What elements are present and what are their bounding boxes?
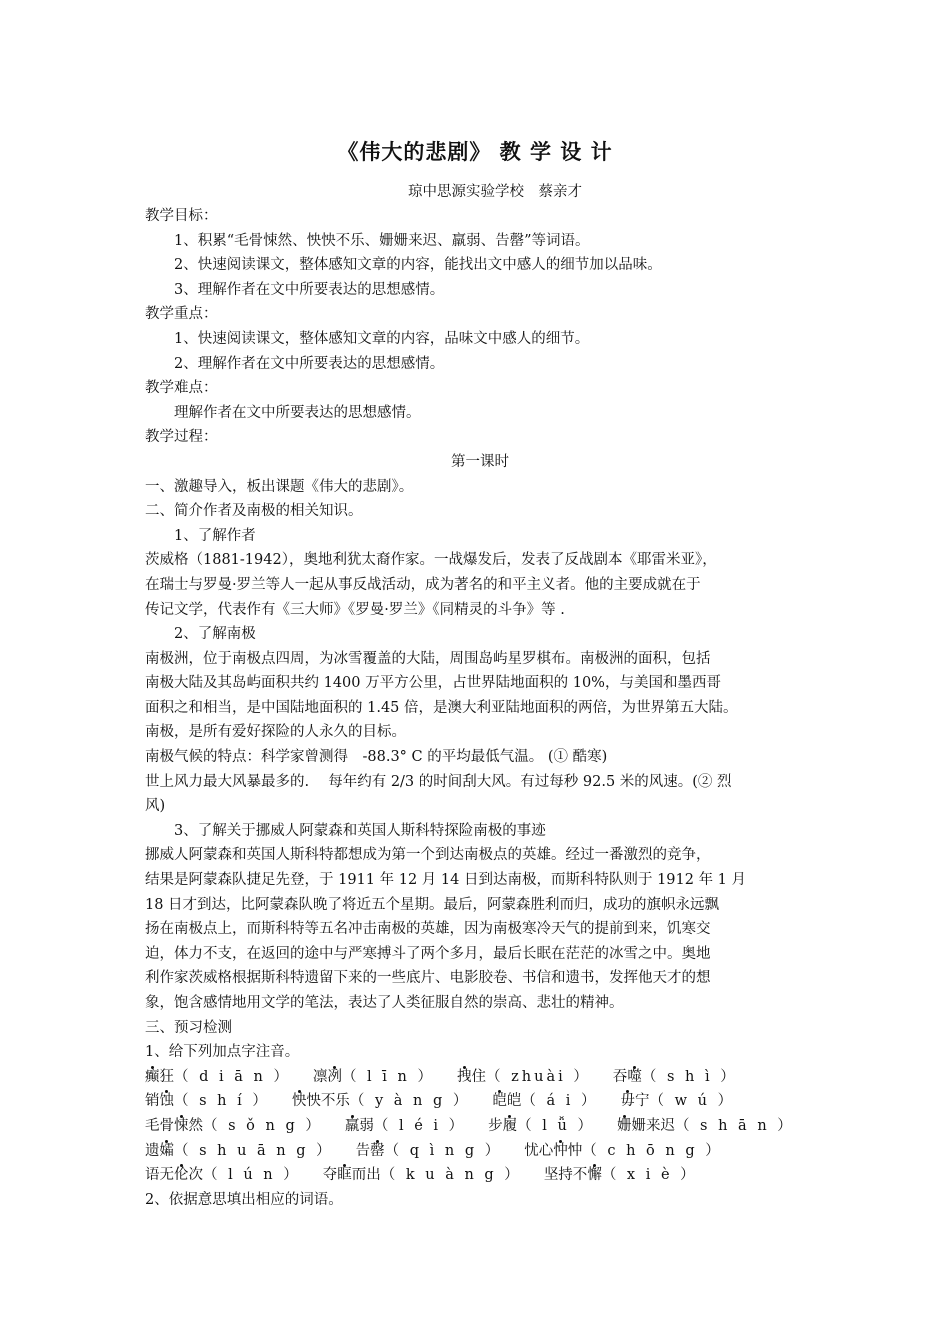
pinyin-item [323, 1167, 522, 1183]
pinyin-item [145, 1069, 291, 1085]
word-part: 销 [145, 1093, 160, 1110]
pinyin-answer: （ l ī n ） [341, 1068, 436, 1085]
document-title: 《伟大的悲剧》 教 学 设 计 [337, 140, 613, 164]
difficulty-heading: 教学难点： [145, 380, 218, 397]
sub-heading: 2、了解南极 [174, 626, 256, 643]
paragraph-line: 象，饱含感情地用文学的笔法，表达了人类征服自然的崇高、悲壮的精神。 [145, 995, 624, 1011]
pinyin-answer: （ s h ā n ） [674, 1117, 795, 1134]
word-part: 吞 [612, 1068, 628, 1085]
word-part: 姗来迟 [631, 1117, 675, 1134]
word-part: 忧心 [524, 1142, 554, 1159]
pinyin-answer: （ zhuài ） [486, 1068, 591, 1085]
pinyin-row [145, 1163, 815, 1188]
paragraph-line: 风) [145, 798, 166, 815]
pinyin-answer: （ c h ō n g ） [582, 1142, 723, 1159]
pinyin-answer: （ q ì n g ） [384, 1142, 503, 1159]
word-part: 狂 [159, 1068, 174, 1085]
dotted-character: 履 [502, 1117, 518, 1134]
paragraph-line: 扬在南极点上，而斯科特等五名冲击南极的英雄，因为南极寒冷天气的提前到来，饥寒交 [145, 921, 711, 938]
dotted-character: 毋 [620, 1093, 635, 1110]
pinyin-item [617, 1118, 795, 1134]
pinyin-answer: （ s h ì ） [641, 1068, 738, 1085]
pinyin-row [145, 1089, 815, 1114]
pinyin-item [313, 1069, 435, 1085]
pinyin-answer: （ l ú n ） [203, 1167, 301, 1184]
goal-item: 1、积累“毛骨悚然、怏怏不乐、姗姗来迟、羸弱、告罄”等词语。 [174, 232, 590, 249]
word-part: 凛 [312, 1068, 328, 1085]
pinyin-item [292, 1093, 471, 1109]
dotted-character: 皑 [492, 1093, 507, 1110]
pinyin-item [492, 1093, 598, 1109]
word-part: 语无 [145, 1167, 174, 1184]
lesson-label: 第一课时 [451, 453, 509, 470]
dotted-character: 忡 [553, 1142, 568, 1159]
paragraph-line: 南极气候的特点：科学家曾测得 -88.3° C 的平均最低气温。 (① 酷寒) [145, 749, 608, 766]
pinyin-row [145, 1114, 815, 1139]
pinyin-exercise [145, 1065, 815, 1188]
difficulty-text: 理解作者在文中所要表达的思想感情。 [174, 404, 421, 421]
pinyin-item [524, 1143, 722, 1159]
key-item: 2、理解作者在文中所要表达的思想感情。 [174, 355, 445, 372]
dotted-character: 怏 [291, 1093, 307, 1110]
pinyin-item [356, 1143, 503, 1159]
pinyin-answer: （ w ú ） [649, 1093, 736, 1110]
key-item: 1、快速阅读课文，整体感知文章的内容，品味文中感人的细节。 [174, 330, 590, 347]
pinyin-row [145, 1065, 815, 1090]
step-heading: 二、简介作者及南极的相关知识。 [145, 503, 363, 520]
dotted-character: 懈 [587, 1167, 602, 1184]
dotted-character: 伦 [174, 1167, 189, 1184]
pinyin-item [613, 1069, 738, 1085]
goal-item: 2、快速阅读课文，整体感知文章的内容，能找出文中感人的细节加以品味。 [174, 257, 662, 274]
paragraph-line: 世上风力最大风暴最多的. 每年约有 2/3 的时间刮大风。有过每秒 92.5 米的风速。(② 烈 [145, 773, 732, 790]
word-part: 坚持不 [543, 1167, 588, 1184]
word-part: 毛骨 [145, 1117, 174, 1134]
word-part: 告 [355, 1142, 371, 1159]
dotted-character: 悚 [174, 1117, 189, 1134]
pinyin-item [621, 1093, 736, 1109]
sub-heading: 3、了解关于挪威人阿蒙森和英国人斯科特探险南极的事迹 [174, 822, 546, 839]
word-part: 遗 [145, 1142, 160, 1159]
paragraph-line: 挪威人阿蒙森和英国人斯科特都想成为第一个到达南极点的英雄。经过一番激烈的竞争， [145, 847, 711, 864]
dotted-character: 冽 [327, 1068, 342, 1085]
pinyin-answer: （ l é i ） [373, 1117, 467, 1134]
paragraph-line: 传记文学，代表作有《三大师》《罗曼·罗兰》《同精灵的斗争》等 . [145, 601, 565, 618]
pinyin-answer: （ x i è ） [601, 1167, 698, 1184]
word-part: 忡 [567, 1142, 583, 1159]
pinyin-item [145, 1118, 323, 1134]
pinyin-row [145, 1139, 815, 1164]
word-part: 皑 [506, 1093, 522, 1110]
paragraph-line: 18 日才到达，比阿蒙森队晚了将近五个星期。最后，阿蒙森胜利而归，成功的旗帜永远飘 [145, 896, 720, 913]
keys-heading: 教学重点： [145, 306, 218, 323]
question-heading: 2、依据意思填出相应的词语。 [145, 1191, 343, 1208]
dotted-character: 孀 [159, 1142, 174, 1159]
pinyin-item [345, 1118, 466, 1134]
pinyin-item [145, 1093, 270, 1109]
paragraph-line: 迫，体力不支，在返回的途中与严寒搏斗了两个多月，最后长眠在茫茫的冰雪之中。奥地 [145, 945, 711, 962]
dotted-character: 羸 [344, 1117, 360, 1134]
question-heading: 1、给下列加点字注音。 [145, 1044, 300, 1061]
pinyin-answer: （ s ǒ n g ） [203, 1117, 323, 1134]
pinyin-answer: （ l ǚ ） [517, 1117, 595, 1134]
pinyin-answer: （ s h í ） [174, 1093, 270, 1110]
pinyin-item [457, 1069, 591, 1085]
dotted-character: 罄 [370, 1142, 385, 1159]
pinyin-answer: （ y à n g ） [349, 1093, 471, 1110]
dotted-character: 姗 [616, 1117, 632, 1134]
process-heading: 教学过程： [145, 429, 218, 446]
goal-item: 3、理解作者在文中所要表达的思想感情。 [174, 281, 445, 298]
paragraph-line: 在瑞士与罗曼·罗兰等人一起从事反战活动，成为著名的和平主义者。他的主要成就在于 [145, 576, 701, 593]
pinyin-item [145, 1167, 301, 1183]
goals-heading: 教学目标： [145, 208, 218, 224]
dotted-character: 眶 [337, 1167, 352, 1184]
step-heading: 三、预习检测 [145, 1019, 232, 1036]
step-heading: 一、激趣导入，板出课题《伟大的悲剧》。 [145, 478, 414, 495]
pinyin-item [488, 1118, 595, 1134]
word-part: 怏不乐 [306, 1093, 350, 1110]
word-part: 住 [471, 1068, 487, 1085]
author-line: 琼中思源实验学校 蔡亲才 [408, 184, 582, 200]
word-part: 步 [488, 1117, 503, 1134]
paragraph-line: 南极，是所有爱好探险的人永久的目标。 [145, 724, 406, 741]
pinyin-item [544, 1167, 698, 1183]
word-part: 弱 [359, 1117, 374, 1134]
dotted-character: 蚀 [159, 1093, 174, 1110]
pinyin-answer: （ k u à n g ） [380, 1167, 522, 1184]
word-part: 宁 [635, 1093, 650, 1110]
dotted-character: 癫 [145, 1068, 160, 1085]
word-part: 然 [188, 1117, 203, 1134]
word-part: 而出 [351, 1167, 381, 1184]
dotted-character: 拽 [457, 1068, 472, 1085]
pinyin-answer: （ d i ā n ） [174, 1068, 291, 1085]
paragraph-line: 茨威格（1881-1942），奥地利犹太裔作家。一战爆发后，发表了反战剧本《耶雷米亚》， [145, 552, 717, 569]
paragraph-line: 结果是阿蒙森队捷足先登，于 1911 年 12 月 14 日到达南极，而斯科特队则于 1912 年 1 月 [145, 872, 747, 889]
paragraph-line: 面积之和相当，是中国陆地面积的 1.45 倍，是澳大利亚陆地面积的两倍，为世界第五大陆。 [145, 699, 738, 716]
dotted-character: 噬 [627, 1068, 642, 1085]
word-part: 夺 [322, 1167, 338, 1184]
pinyin-item [145, 1143, 334, 1159]
paragraph-line: 南极洲，位于南极点四周，为冰雪覆盖的大陆，周围岛屿星罗棋布。南极洲的面积，包括 [145, 650, 711, 667]
pinyin-answer: （ s h u ā n g ） [174, 1142, 334, 1159]
paragraph-line: 利作家茨威格根据斯科特遗留下来的一些底片、电影胶卷、书信和遗书，发挥他天才的想 [145, 970, 711, 987]
sub-heading: 1、了解作者 [174, 527, 256, 544]
word-part: 次 [188, 1167, 203, 1184]
pinyin-answer: （ á i ） [521, 1093, 599, 1110]
paragraph-line: 南极大陆及其岛屿面积共约 1400 万平方公里，占世界陆地面积的 10%，与美国和墨西哥 [145, 675, 721, 692]
document-body [145, 204, 815, 1212]
